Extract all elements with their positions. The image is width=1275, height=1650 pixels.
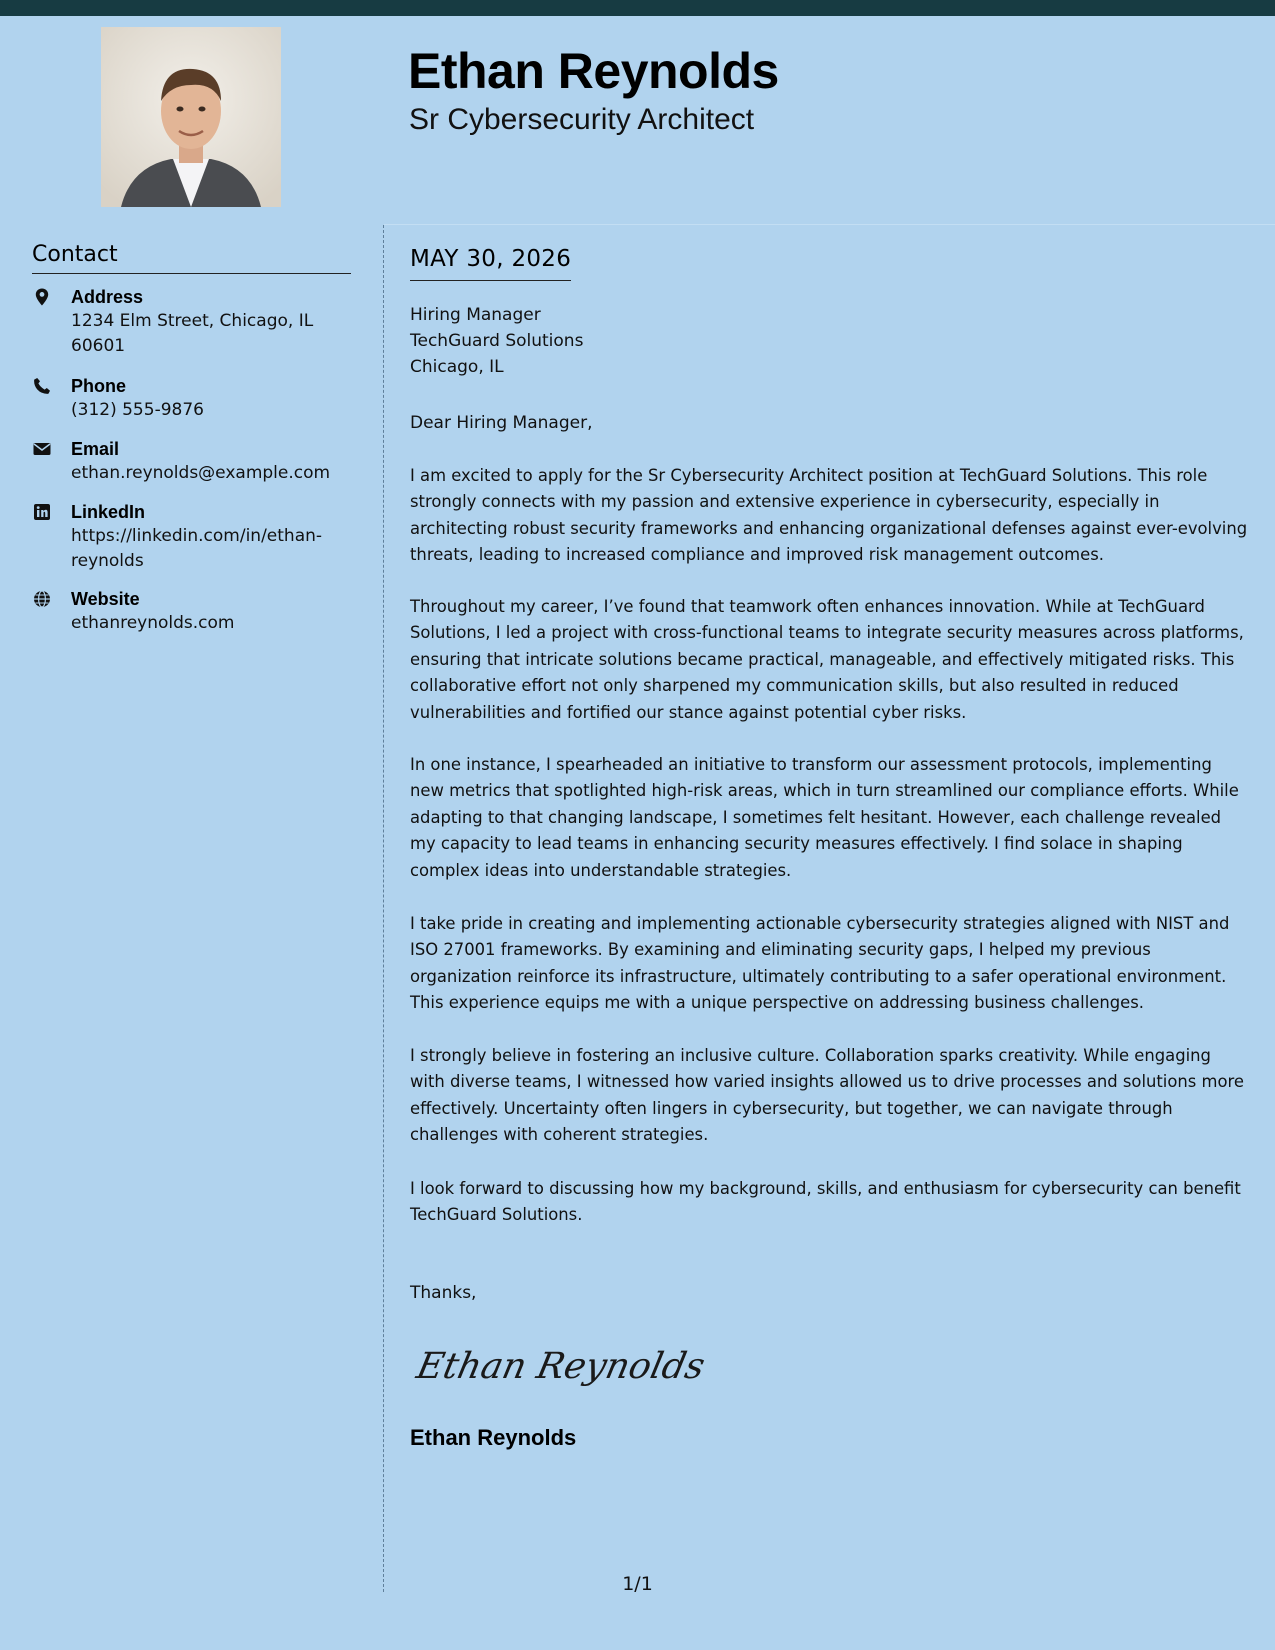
phone-icon (32, 376, 52, 396)
contact-label: Email (71, 439, 120, 459)
contact-label: Phone (71, 376, 127, 396)
recipient-line: TechGuard Solutions (410, 331, 584, 351)
applicant-title: Sr Cybersecurity Architect (409, 103, 755, 136)
column-divider (383, 225, 384, 1592)
linkedin-icon (32, 502, 52, 522)
page-number: 1/1 (622, 1573, 653, 1595)
letter-date: MAY 30, 2026 (410, 244, 571, 281)
recipient-line: Chicago, IL (410, 357, 504, 377)
contact-label: Address (71, 287, 144, 307)
recipient-block (410, 302, 1250, 380)
body-paragraph: In one instance, I spearheaded an initiative to transform our assessment protocols, implementing new metrics that spotlighted high-risk areas, which in turn streamlined our compliance efforts. While adapting to that changing landscape, I sometimes felt hesitant. However, each challenge revealed my capacity to lead teams in enhancing security measures effectively. I find solace in shaping complex ideas into understandable strategies. (410, 755, 1239, 880)
recipient-line: Hiring Manager (410, 305, 541, 325)
contact-value[interactable]: ethanreynolds.com (71, 613, 235, 633)
contact-label: Website (71, 589, 140, 609)
body-paragraph: I look forward to discussing how my background, skills, and enthusiasm for cybersecurity can benefit TechGuard Solutions. (410, 1179, 1241, 1225)
body-paragraph: Throughout my career, I’ve found that teamwork often enhances innovation. While at TechGuard Solutions, I led a project with cross-functional teams to integrate security measures across platforms, ensuring that intricate solutions became practical, manageable, and effectively mitigated risks. This collaborative effort not only sharpened my communication skills, but also resulted in reduced vulnerabilities and fortified our stance against potential cyber risks. (410, 597, 1244, 722)
envelope-icon (32, 439, 52, 459)
contact-heading: Contact (32, 241, 351, 274)
contact-value[interactable]: ethan.reynolds@example.com (71, 463, 331, 483)
handwritten-signature (413, 1336, 709, 1396)
body-paragraph: I strongly believe in fostering an inclusive culture. Collaboration sparks creativity. While engaging with diverse teams, I witnessed how varied insights allowed us to drive processes and solutions more effectively. Uncertainty often lingers in cybersecurity, but together, we can navigate through challenges with coherent strategies. (410, 1046, 1244, 1145)
contact-value[interactable]: https://linkedin.com/in/ethan-reynolds (71, 526, 323, 571)
top-bar (0, 0, 1275, 16)
header-divider (384, 224, 1275, 225)
body-paragraph: I take pride in creating and implementing actionable cybersecurity strategies aligned with NIST and ISO 27001 frameworks. By examining and eliminating security gaps, I helped my previous organization reinforce its infrastructure, ultimately contributing to a safer operational environment. This experience equips me with a unique perspective on addressing business challenges. (410, 914, 1230, 1013)
applicant-name: Ethan Reynolds (408, 43, 779, 99)
signer-name: Ethan Reynolds (410, 1425, 577, 1450)
body-paragraph: I am excited to apply for the Sr Cybersecurity Architect position at TechGuard Solutions. This role strongly connects with my passion and extensive experience in cybersecurity, especially in architecting robust security frameworks and enhancing organizational defenses against ever-evolving threats, leading to increased compliance and improved risk management outcomes. (410, 466, 1248, 565)
globe-icon (32, 589, 52, 609)
location-pin-icon (32, 287, 52, 307)
profile-photo (101, 27, 281, 207)
svg-text:Ethan Reynolds: Ethan Reynolds (413, 1344, 709, 1387)
contact-label: LinkedIn (71, 502, 146, 522)
contact-value: (312) 555-9876 (71, 400, 204, 420)
contact-value: 1234 Elm Street, Chicago, IL 60601 (71, 311, 314, 356)
closing: Thanks, (410, 1283, 477, 1303)
salutation: Dear Hiring Manager, (410, 413, 593, 433)
